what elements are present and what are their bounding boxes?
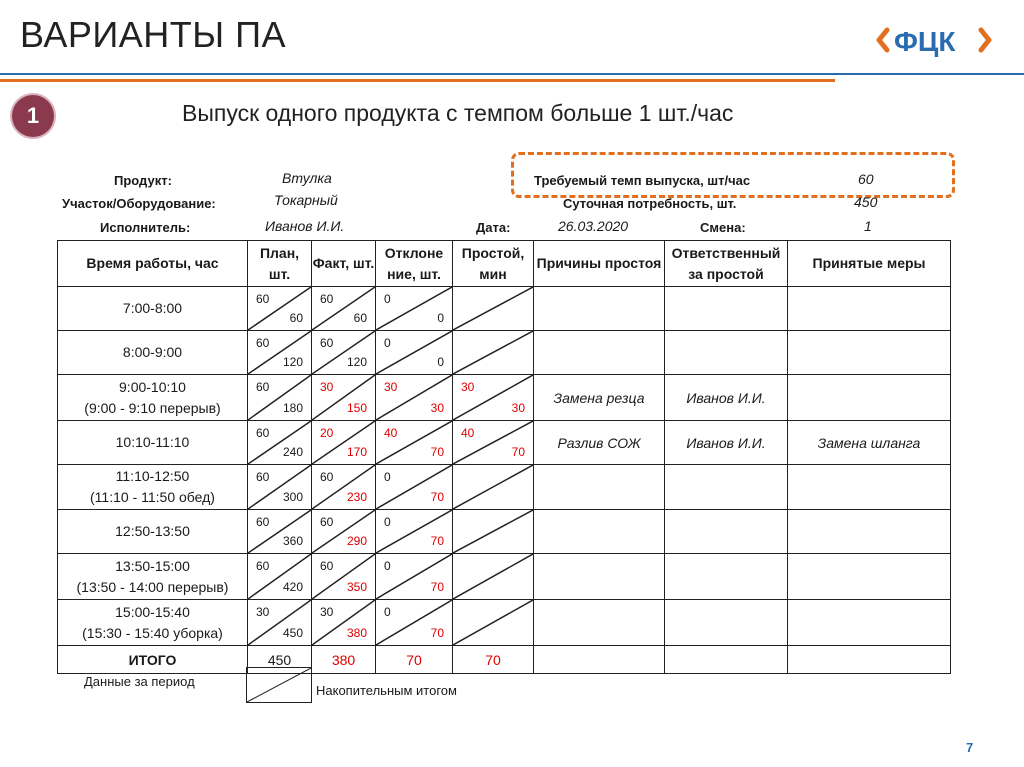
fact-cell xyxy=(312,465,376,510)
production-table xyxy=(57,240,951,674)
diagonal-divider xyxy=(453,287,533,330)
downtime-cell xyxy=(453,510,534,554)
deviation-cell xyxy=(376,375,453,421)
plan-period: 30 xyxy=(256,605,270,619)
fact-period: 60 xyxy=(320,292,334,306)
fact-cumulative: 290 xyxy=(346,534,367,548)
slide-title: ВАРИАНТЫ ПА xyxy=(20,14,286,55)
executor-label: Исполнитель: xyxy=(100,220,191,235)
downtime-period: 30 xyxy=(461,380,475,394)
header-responsible: Ответственный за простой xyxy=(665,241,788,287)
downtime-period: 40 xyxy=(461,426,475,440)
plan-period: 60 xyxy=(256,559,270,573)
fact-cumulative: 120 xyxy=(346,355,367,369)
legend-diagonal-cell xyxy=(246,667,312,703)
total-row xyxy=(58,646,951,674)
plan-cumulative: 360 xyxy=(282,534,303,548)
row-responsible xyxy=(665,510,788,554)
row-reason: Замена резца xyxy=(534,375,665,421)
plan-cell xyxy=(248,510,312,554)
row-time-break: (15:30 - 15:40 уборка) xyxy=(82,624,223,641)
row-time xyxy=(58,554,248,600)
row-measure xyxy=(788,554,951,600)
total-fact: 380 xyxy=(312,646,376,674)
fact-cumulative: 380 xyxy=(346,626,367,640)
header-reasons: Причины простоя xyxy=(534,241,665,287)
plan-period: 60 xyxy=(256,292,270,306)
row-reason xyxy=(534,510,665,554)
row-time xyxy=(58,421,248,465)
executor-value: Иванов И.И. xyxy=(265,218,345,234)
table-row xyxy=(58,510,951,554)
plan-period: 60 xyxy=(256,380,270,394)
row-time xyxy=(58,465,248,510)
plan-cumulative: 240 xyxy=(282,445,303,459)
table-row xyxy=(58,554,951,600)
area-value: Токарный xyxy=(274,192,338,208)
plan-period: 60 xyxy=(256,515,270,529)
row-reason xyxy=(534,287,665,331)
plan-cumulative: 300 xyxy=(282,490,303,504)
header-measures: Принятые меры xyxy=(788,241,951,287)
product-label: Продукт: xyxy=(114,173,172,188)
downtime-cell xyxy=(453,600,534,646)
deviation-cumulative: 0 xyxy=(437,311,444,325)
row-time xyxy=(58,331,248,375)
deviation-period: 0 xyxy=(384,336,391,350)
fact-cumulative: 230 xyxy=(346,490,367,504)
diagonal-divider xyxy=(453,331,533,374)
table-row xyxy=(58,600,951,646)
row-responsible: Иванов И.И. xyxy=(665,421,788,465)
row-reason xyxy=(534,465,665,510)
plan-period: 60 xyxy=(256,426,270,440)
daily-label: Суточная потребность, шт. xyxy=(563,196,737,211)
row-responsible xyxy=(665,287,788,331)
date-value: 26.03.2020 xyxy=(558,218,629,234)
total-empty-responsible xyxy=(665,646,788,674)
total-downtime: 70 xyxy=(453,646,534,674)
logo-text: ФЦК xyxy=(894,26,956,57)
header-downtime: Простой, мин xyxy=(453,241,534,287)
deviation-period: 30 xyxy=(384,380,398,394)
fact-period: 60 xyxy=(320,470,334,484)
plan-period: 60 xyxy=(256,470,270,484)
row-time-range: 15:00-15:40 xyxy=(115,603,190,620)
fact-period: 60 xyxy=(320,559,334,573)
downtime-cell xyxy=(453,375,534,421)
total-label: ИТОГО xyxy=(58,646,248,674)
row-time-range: 9:00-10:10 xyxy=(119,378,186,395)
deviation-cumulative: 70 xyxy=(430,626,444,640)
row-time-break: (11:10 - 11:50 обед) xyxy=(90,489,215,505)
plan-cell xyxy=(248,554,312,600)
row-measure xyxy=(788,600,951,646)
plan-cell xyxy=(248,465,312,510)
slide-subtitle: Выпуск одного продукта с темпом больше 1 шт./час xyxy=(182,100,734,126)
diagonal-divider xyxy=(453,465,533,509)
fact-cell xyxy=(312,600,376,646)
header-fact: Факт, шт. xyxy=(312,241,376,287)
row-time-range: 8:00-9:00 xyxy=(122,344,183,360)
row-reason xyxy=(534,331,665,375)
row-measure: Замена шланга xyxy=(788,421,951,465)
table-row xyxy=(58,375,951,421)
row-measure xyxy=(788,465,951,510)
row-responsible xyxy=(665,554,788,600)
table-header-row xyxy=(58,241,951,287)
fact-cell xyxy=(312,510,376,554)
fact-cell xyxy=(312,287,376,331)
fact-cell xyxy=(312,375,376,421)
total-empty-reasons xyxy=(534,646,665,674)
plan-cumulative: 120 xyxy=(282,355,303,369)
fact-period: 30 xyxy=(320,605,334,619)
row-measure xyxy=(788,375,951,421)
row-reason: Разлив СОЖ xyxy=(534,421,665,465)
downtime-cell xyxy=(453,287,534,331)
row-time-break: (13:50 - 14:00 перерыв) xyxy=(76,578,229,595)
row-time xyxy=(58,375,248,421)
row-reason xyxy=(534,554,665,600)
plan-cell xyxy=(248,375,312,421)
downtime-cumulative: 70 xyxy=(511,445,525,459)
deviation-period: 0 xyxy=(384,559,391,573)
fck-logo xyxy=(875,22,995,58)
diagonal-divider xyxy=(453,600,533,645)
fact-period: 60 xyxy=(320,336,334,350)
plan-cumulative: 420 xyxy=(282,580,303,594)
deviation-cumulative: 70 xyxy=(430,534,444,548)
row-responsible xyxy=(665,465,788,510)
page-number: 7 xyxy=(966,740,974,755)
product-value: Втулка xyxy=(282,170,332,186)
deviation-period: 0 xyxy=(384,292,391,306)
downtime-cell xyxy=(453,465,534,510)
row-measure xyxy=(788,331,951,375)
row-time-range: 13:50-15:00 xyxy=(115,557,190,574)
deviation-cell xyxy=(376,465,453,510)
fact-cumulative: 150 xyxy=(346,401,367,415)
deviation-cell xyxy=(376,331,453,375)
fact-period: 20 xyxy=(320,426,334,440)
downtime-cell xyxy=(453,421,534,465)
table-row xyxy=(58,465,951,510)
row-time-range: 12:50-13:50 xyxy=(115,523,190,539)
total-empty-measures xyxy=(788,646,951,674)
plan-cumulative: 60 xyxy=(289,311,303,325)
deviation-cumulative: 70 xyxy=(430,580,444,594)
table-row xyxy=(58,287,951,331)
downtime-cumulative: 30 xyxy=(511,401,525,415)
header-line-blue xyxy=(0,73,1024,75)
plan-cell xyxy=(248,331,312,375)
row-measure xyxy=(788,510,951,554)
fact-cell xyxy=(312,421,376,465)
table-row xyxy=(58,421,951,465)
row-responsible: Иванов И.И. xyxy=(665,375,788,421)
fact-cell xyxy=(312,554,376,600)
row-time-range: 11:10-12:50 xyxy=(115,468,190,484)
header-deviation: Отклоне ние, шт. xyxy=(376,241,453,287)
plan-cell xyxy=(248,421,312,465)
fact-cell xyxy=(312,331,376,375)
deviation-period: 0 xyxy=(384,605,391,619)
total-deviation: 70 xyxy=(376,646,453,674)
downtime-cell xyxy=(453,554,534,600)
plan-cumulative: 180 xyxy=(282,401,303,415)
deviation-period: 0 xyxy=(384,470,391,484)
table-row xyxy=(58,331,951,375)
deviation-cell xyxy=(376,421,453,465)
deviation-cumulative: 70 xyxy=(430,445,444,459)
fact-cumulative: 170 xyxy=(346,445,367,459)
header-time: Время работы, час xyxy=(58,241,248,287)
legend-cumulative-label: Накопительным итогом xyxy=(316,683,457,698)
variant-badge: 1 xyxy=(12,95,54,137)
row-time xyxy=(58,510,248,554)
shift-value: 1 xyxy=(864,218,872,234)
diagonal-divider xyxy=(453,554,533,599)
deviation-cell xyxy=(376,287,453,331)
deviation-cumulative: 70 xyxy=(430,490,444,504)
legend-period-label: Данные за период xyxy=(84,674,195,689)
fact-period: 30 xyxy=(320,380,334,394)
tempo-label: Требуемый темп выпуска, шт/час xyxy=(534,173,751,188)
downtime-cell xyxy=(453,331,534,375)
deviation-cumulative: 30 xyxy=(430,401,444,415)
shift-label: Смена: xyxy=(700,220,746,235)
plan-cumulative: 450 xyxy=(282,626,303,640)
plan-period: 60 xyxy=(256,336,270,350)
deviation-cell xyxy=(376,510,453,554)
deviation-cumulative: 0 xyxy=(437,355,444,369)
diagonal-divider xyxy=(453,510,533,553)
fact-cumulative: 60 xyxy=(353,311,367,325)
plan-cell xyxy=(248,600,312,646)
deviation-period: 0 xyxy=(384,515,391,529)
row-time-break: (9:00 - 9:10 перерыв) xyxy=(84,399,221,416)
header-line-orange xyxy=(0,79,835,82)
fact-cumulative: 350 xyxy=(346,580,367,594)
daily-value: 450 xyxy=(854,194,878,210)
row-reason xyxy=(534,600,665,646)
total-plan: 450 xyxy=(248,646,312,674)
fact-period: 60 xyxy=(320,515,334,529)
row-responsible xyxy=(665,331,788,375)
area-label: Участок/Оборудование: xyxy=(62,196,216,211)
date-label: Дата: xyxy=(476,220,511,235)
row-responsible xyxy=(665,600,788,646)
row-time-range: 10:10-11:10 xyxy=(115,434,190,450)
row-time xyxy=(58,287,248,331)
header-plan: План, шт. xyxy=(248,241,312,287)
deviation-period: 40 xyxy=(384,426,398,440)
deviation-cell xyxy=(376,554,453,600)
deviation-cell xyxy=(376,600,453,646)
row-time-range: 7:00-8:00 xyxy=(122,300,183,316)
row-time xyxy=(58,600,248,646)
plan-cell xyxy=(248,287,312,331)
tempo-value: 60 xyxy=(858,171,874,187)
row-measure xyxy=(788,287,951,331)
